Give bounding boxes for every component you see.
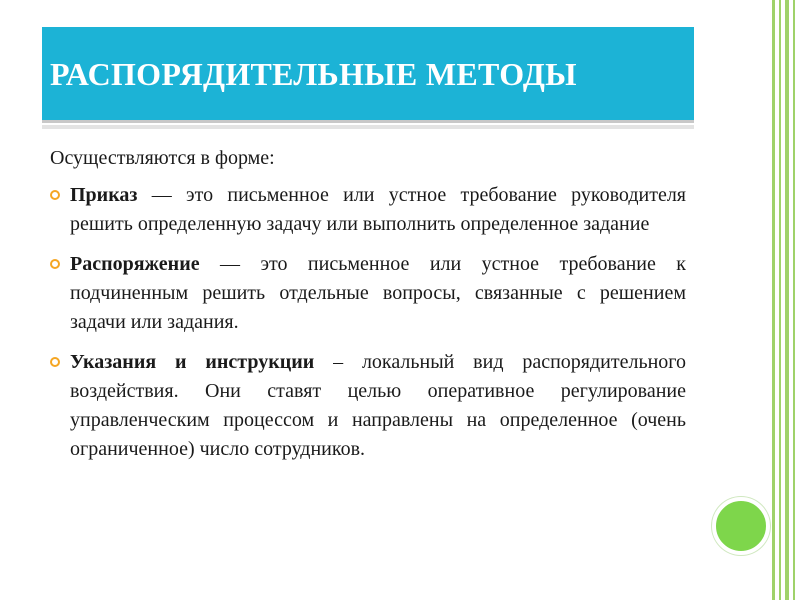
list-item [50, 250, 686, 337]
list-item [50, 181, 686, 239]
stripe [785, 0, 789, 600]
hollow-circle-bullet-icon [50, 190, 60, 200]
stripe [793, 0, 795, 600]
item-term: Указания и инструкции [70, 351, 315, 373]
green-circle-icon [712, 497, 770, 555]
list-item [50, 348, 686, 464]
side-stripes-decoration [770, 0, 800, 600]
bullet-list [50, 181, 686, 464]
item-text: — это письменное или устное требование руководителя решить определенную задачу или выполнить определенное задание [70, 184, 686, 235]
item-term: Распоряжение [70, 253, 200, 275]
stripe [779, 0, 781, 600]
title-banner [42, 27, 694, 120]
hollow-circle-bullet-icon [50, 357, 60, 367]
hollow-circle-bullet-icon [50, 259, 60, 269]
item-text: — это письменное или устное требование к подчиненным решить отдельные вопросы, связанные с решением задачи или задания. [70, 253, 686, 333]
intro-text: Осуществляются в форме: [50, 147, 275, 169]
slide-body [50, 144, 686, 475]
item-term: Приказ [70, 184, 138, 206]
stripe [772, 0, 775, 600]
item-text: – локальный вид распорядительного воздействия. Они ставят целью оперативное регулирование управленческим процессом и направлены на определенное (очень ограниченное) число сотрудников. [70, 351, 686, 460]
slide-title: РАСПОРЯДИТЕЛЬНЫЕ МЕТОДЫ [50, 56, 577, 92]
title-underline [42, 125, 694, 129]
